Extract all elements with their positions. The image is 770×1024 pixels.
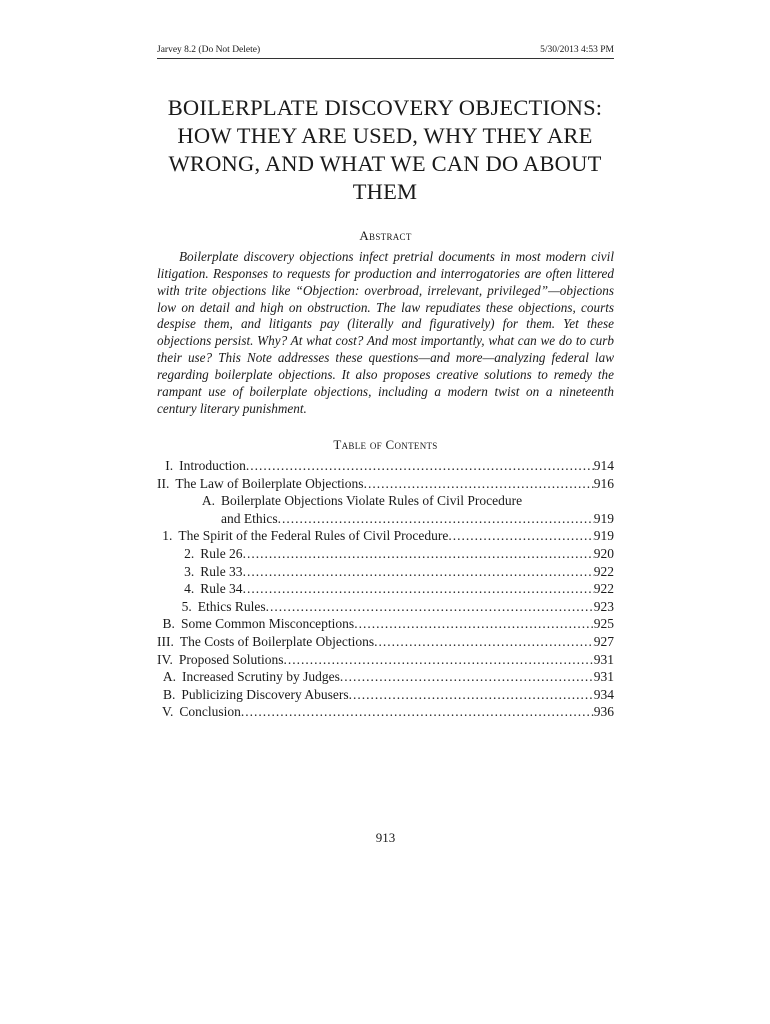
header-left: Jarvey 8.2 (Do Not Delete) — [157, 45, 261, 55]
title-line: HOW THEY ARE USED, WHY THEY ARE — [177, 123, 593, 148]
toc-entry-label: Some Common Misconceptions — [180, 616, 355, 632]
toc-entry-page: 931 — [593, 651, 614, 667]
toc-entry-number: 3. — [184, 563, 195, 579]
toc-entry-label: Rule 26 — [200, 545, 243, 561]
toc-entry-label: Ethics Rules — [197, 598, 266, 614]
toc-entry — [157, 475, 614, 493]
toc-entry-number: V. — [162, 704, 174, 720]
toc-entry-page: 934 — [593, 686, 614, 702]
toc-leader-dots — [246, 457, 594, 475]
toc-entry-page: 922 — [593, 581, 614, 597]
toc-entry-label: Increased Scrutiny by Judges — [182, 669, 340, 685]
toc-entry-page: 919 — [593, 528, 614, 544]
toc-entry-page: 916 — [593, 475, 614, 491]
abstract-body: Boilerplate discovery objections infect pretrial documents in most modern civil litigation. Responses to requests for production and interrogatories are often littered with trite objections like “Objection: overbroad, irrelevant, privileged”—objections low on detail and high on obstruction. The law repudiates these objections, courts despise them, and litigants pay (literally and figuratively) for them. Yet these objections persist. Why? At what cost? And most importantly, what can we do to curb their use? This Note addresses these questions—and more—analyzing federal law regarding boilerplate objections. It also proposes creative solutions to remedy the rampant use of boilerplate objections, including a modern twist on a nineteenth century literary punishment. — [157, 249, 614, 416]
toc-entry-page: 919 — [593, 510, 614, 526]
toc-heading: Table of Contents — [333, 437, 438, 452]
toc-entry-page: 914 — [593, 458, 614, 473]
title-line: BOILERPLATE DISCOVERY OBJECTIONS: — [167, 95, 603, 120]
toc-entry — [157, 615, 614, 633]
toc-entry-label: Rule 34 — [200, 581, 243, 597]
toc-entry — [157, 598, 614, 616]
toc-entry — [157, 633, 614, 651]
toc-leader-dots — [284, 651, 594, 669]
toc-entry-label: Publicizing Discovery Abusers — [181, 686, 349, 702]
toc-entry-number: 2. — [184, 545, 195, 561]
page-number: 913 — [375, 830, 396, 845]
abstract-heading: Abstract — [359, 228, 412, 243]
header-right: 5/30/2013 4:53 PM — [540, 45, 614, 55]
toc-entry — [157, 668, 614, 686]
toc-entry-label: Conclusion — [179, 704, 241, 720]
toc-entry-label: Boilerplate Objections Violate Rules of Civil Procedure — [221, 493, 523, 509]
toc-entry — [157, 686, 614, 704]
toc-entry-number: A. — [201, 493, 215, 509]
toc-entry — [157, 563, 614, 581]
toc-entry-page: 925 — [593, 616, 614, 632]
toc-leader-dots — [354, 615, 594, 633]
toc-entry-number: B. — [162, 616, 175, 632]
toc-leader-dots — [349, 686, 594, 704]
toc-entry — [157, 457, 614, 475]
toc-entry — [157, 703, 614, 721]
toc-leader-dots — [243, 545, 594, 563]
toc-leader-dots — [241, 703, 594, 721]
toc-entry — [157, 527, 614, 545]
toc-entry-page: 936 — [593, 704, 614, 720]
toc-entry-page: 923 — [593, 598, 614, 614]
article-title — [150, 94, 620, 206]
toc-entry-continuation — [157, 510, 614, 528]
toc-leader-dots — [243, 580, 594, 598]
toc-leader-dots — [340, 668, 594, 686]
toc-entry-number: B. — [162, 686, 176, 702]
toc-entry-number: 5. — [181, 598, 192, 614]
toc-leader-dots — [266, 598, 594, 616]
toc-entry-label: The Spirit of the Federal Rules of Civil Procedure — [178, 528, 449, 544]
toc-entry-page: 920 — [593, 545, 614, 561]
toc-entry — [157, 651, 614, 669]
toc-entry-number: A. — [162, 669, 177, 685]
toc-entry-label: Rule 33 — [200, 563, 243, 579]
toc-leader-dots — [374, 633, 594, 651]
toc-entry-number: III. — [157, 633, 174, 649]
toc-entry — [157, 545, 614, 563]
table-of-contents — [157, 457, 614, 721]
toc-entry — [157, 580, 614, 598]
toc-entry-page: 922 — [593, 563, 614, 579]
toc-entry-label: Proposed Solutions — [178, 651, 284, 667]
toc-entry-label: The Law of Boilerplate Objections — [175, 475, 364, 491]
toc-leader-dots — [278, 510, 594, 528]
toc-entry-number: I. — [165, 458, 174, 473]
title-line: WRONG, AND WHAT WE CAN DO ABOUT — [168, 151, 602, 176]
toc-entry-label: The Costs of Boilerplate Objections — [179, 633, 375, 649]
toc-leader-dots — [243, 563, 594, 581]
toc-entry-page: 927 — [593, 633, 614, 649]
toc-entry-number: 1. — [162, 528, 173, 544]
toc-leader-dots — [448, 527, 593, 545]
toc-entry-number: 4. — [184, 581, 195, 597]
toc-entry-label: and Ethics — [221, 510, 278, 526]
running-header — [157, 44, 614, 59]
toc-entry-number: IV. — [157, 651, 173, 667]
toc-entry-number: II. — [157, 475, 170, 491]
title-line: THEM — [352, 179, 418, 204]
toc-entry-label: Introduction — [179, 458, 246, 473]
toc-leader-dots — [364, 475, 594, 493]
toc-entry — [157, 492, 614, 510]
toc-entry-page: 931 — [593, 669, 614, 685]
